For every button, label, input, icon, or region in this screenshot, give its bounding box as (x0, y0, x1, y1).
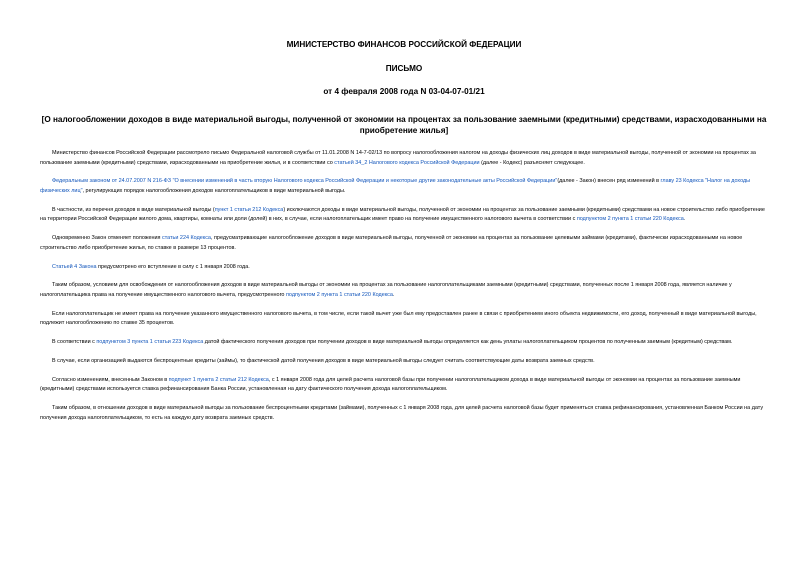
document-date-number: от 4 февраля 2008 года N 03-04-07-01/21 (323, 87, 485, 96)
paragraph-7: Если налогоплательщик не имеет права на получение указанного имущественного налогового вычета, в том числе, если такой вычет уже был ему предоставлен ранее в связи с приобретением иного объекта недвижимости, его доход, полученный в виде материальной выгоды, подлежит налогообложению по ставке 35 процентов. (40, 310, 757, 327)
link-article-212-p1[interactable]: пункт 1 статьи 212 Кодекса (214, 206, 284, 213)
paragraph-9: В случае, если организацией выдаются беспроцентные кредиты (займы), то фактической датой получения доходов в виде материальной выгоды следует считать соответствующие даты возврата заемных средств. (52, 357, 595, 364)
link-article-34-2[interactable]: статьей 34_2 Налогового кодекса Российской Федерации (334, 159, 480, 166)
document-subject: [О налогообложении доходов в виде материальной выгоды, полученной от экономии на процентах за пользование заемными (кредитными) средствами, израсходованными на приобретение жилья] (41, 115, 767, 135)
document-body (40, 149, 768, 423)
paragraph-1: Министерство финансов Российской Федерации рассмотрело письмо Федеральной налоговой службы от 11.01.2008 N 14-7-02/13 по вопросу налогообложения налогом на доходы физических лиц доходов в виде материальной выгоды, полученной от экономии на процентах за пользование заемными (кредитными) средствами, израсходованными на приобретение жилья, и в соответствии со статьей 34_2 Налогового кодекса Российской Федерации (далее - Кодекс) разъясняет следующее. (40, 150, 756, 166)
link-article-224[interactable]: статьи 224 Кодекса (162, 235, 211, 242)
link-article-220-pp2[interactable]: подпунктом 2 пункта 1 статьи 220 Кодекса (576, 216, 684, 223)
paragraph-3: В частности, из перечня доходов в виде материальной выгоды (пункт 1 статьи 212 Кодекса) исключаются доходы в виде материальной выгоды, полученной от экономии на процентах за пользование заемными (кредитными) средствами на новое строительство либо приобретение на территории Российской Федерации жилого дома, квартиры, комнаты или доли (долей) в них, в случае, если налогоплательщик имеет право на получение имущественного налогового вычета в соответствии с подпунктом 2 пункта 1 статьи 220 Кодекса. (40, 206, 765, 223)
paragraph-2: Федеральным законом от 24.07.2007 N 216-ФЗ "О внесении изменений в часть вторую Налогового кодекса Российской Федерации и некоторые другие законодательные акты Российской Федерации"(далее - Закон) внесен ряд изменений в главу 23 Кодекса "Налог на доходы физических лиц", регулирующих порядок налогообложения доходов налогоплательщиков в виде материальной выгоды. (40, 178, 751, 194)
link-article-220-pp2-second[interactable]: подпунктом 2 пункта 1 статьи 220 Кодекса (285, 291, 393, 298)
paragraph-10: Согласно изменениям, внесенным Законом в подпункт 1 пункта 2 статьи 212 Кодекса, с 1 января 2008 года для целей расчета налоговой базы при получении налогоплательщиком дохода в виде материальной выгоды от экономии на процентах за пользование заемными (кредитными) средствами используется ставка рефинансирования Банка России, установленная на дату фактического получения дохода налогоплательщиком. (40, 376, 741, 393)
paragraph-5: Статьей 4 Закона предусмотрено его вступление в силу с 1 января 2008 года. (52, 263, 250, 270)
paragraph-4: Одновременно Закон отменяет положения статьи 224 Кодекса, предусматривающие налогообложение доходов в виде материальной выгоды, полученной от экономии на процентах за пользование целевыми займами (кредитами), фактически израсходованными на новое строительство либо приобретение жилья, по ставке в размере 13 процентов. (40, 235, 743, 251)
ministry-heading: МИНИСТЕРСТВО ФИНАНСОВ РОССИЙСКОЙ ФЕДЕРАЦИИ (286, 40, 522, 49)
paragraph-8: В соответствии с подпунктом 3 пункта 1 статьи 223 Кодекса датой фактического получения доходов при получении доходов в виде материальной выгоды определяется как день уплаты налогоплательщиком процентов по полученным заемным (кредитным) средствам. (52, 339, 733, 346)
paragraph-6: Таким образом, условием для освобождения от налогообложения доходов в виде материальной выгоды от экономии на процентах за пользование налогоплательщиками заемными (кредитными) средствами, полученных после 1 января 2008 года, является наличие у налогоплательщика права на получение имущественного налогового вычета, предусмотренного подпунктом 2 пункта 1 статьи 220 Кодекса. (40, 282, 732, 298)
link-chapter-23[interactable]: главу 23 Кодекса "Налог на доходы физических лиц" (40, 178, 751, 194)
link-article-223-pp3[interactable]: подпунктом 3 пункта 1 статьи 223 Кодекса (96, 339, 204, 346)
link-article-212-pp1-p2[interactable]: подпункт 1 пункта 2 статьи 212 Кодекса (168, 376, 269, 383)
document-type-heading: ПИСЬМО (385, 64, 423, 73)
paragraph-11: Таким образом, в отношении доходов в виде материальной выгоды за пользование беспроцентными кредитами (займами), полученных с 1 января 2008 года, для целей расчета налоговой базы будет применяться ставка рефинансирования, установленная Банком России на дату получения дохода налогоплательщиком, то есть на каждую дату возврата заемных средств. (40, 404, 764, 421)
document-page (40, 40, 768, 423)
link-federal-law-216[interactable]: Федеральным законом от 24.07.2007 N 216-ФЗ "О внесении изменений в часть вторую Налогового кодекса Российской Федерации и некоторые другие законодательные акты Российской Федерации" (52, 178, 558, 185)
link-article-4-law[interactable]: Статьей 4 Закона (52, 263, 97, 270)
